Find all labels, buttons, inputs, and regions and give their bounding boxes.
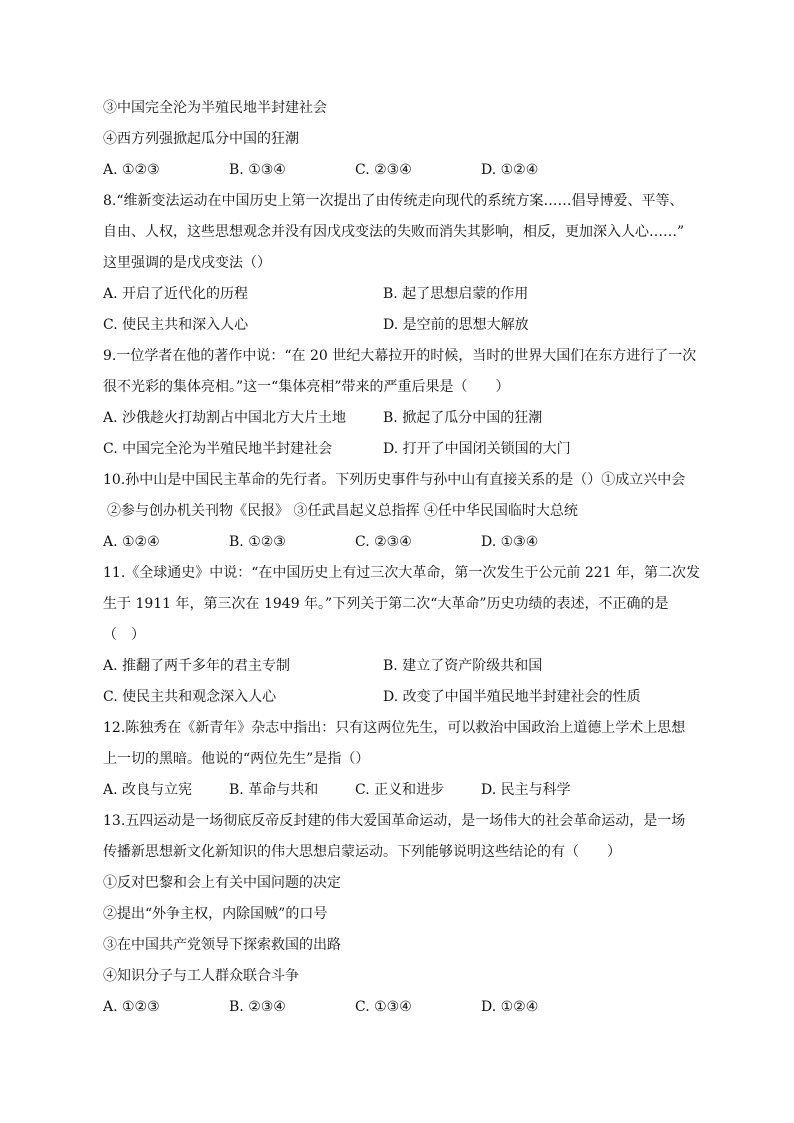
q9-stem-line-2: 很不光彩的集体亮相。”这一“集体亮相”带来的严重后果是（ ）: [103, 379, 510, 395]
q9-option-a[interactable]: A. 沙俄趁火打劫割占中国北方大片土地: [103, 410, 347, 426]
q10-options: [103, 527, 693, 558]
q9-option-b[interactable]: B. 掀起了瓜分中国的狂潮: [383, 410, 543, 426]
q10-option-c[interactable]: C. ②③④: [355, 534, 412, 550]
q13-item-4: ④知识分子与工人群众联合斗争: [103, 968, 299, 984]
q13-options: [103, 992, 693, 1023]
q13-item-2: ②提出“外争主权，内除国贼”的口号: [103, 906, 328, 922]
q11-stem-line-2: 生于 1911 年，第三次在 1949 年。”下列关于第二次“大革命”历史功绩的表述，不正确的是: [103, 596, 669, 612]
q12-option-d[interactable]: D. 民主与科学: [481, 782, 571, 798]
q10-option-a[interactable]: A. ①②④: [103, 534, 160, 550]
q13-item-3: ③在中国共产党领导下探索救国的出路: [103, 937, 341, 953]
q11-options-row-1: [103, 651, 693, 682]
q9-stem-line-1: 9.一位学者在他的著作中说：“在 20 世纪大幕拉开的时候，当时的世界大国们在东方进行了一次: [103, 348, 697, 364]
q13-item-1: ①反对巴黎和会上有关中国问题的决定: [103, 875, 341, 891]
q8-options-row-2: [103, 310, 693, 341]
q8-stem-line-3: 这里强调的是戊戌变法（）: [103, 255, 271, 271]
q7-item-3: ③中国完全沦为半殖民地半封建社会: [103, 100, 327, 116]
q11-options-row-2: [103, 682, 693, 713]
q7-options: [103, 155, 693, 186]
q12-option-b[interactable]: B. 革命与共和: [229, 782, 319, 798]
q13-option-d[interactable]: D. ①②④: [481, 999, 539, 1015]
q9-options-row-1: [103, 403, 693, 434]
q12-option-c[interactable]: C. 正义和进步: [355, 782, 445, 798]
q8-stem-line-1: 8.“维新变法运动在中国历史上第一次提出了由传统走向现代的系统方案……倡导博爱、平等、: [103, 193, 684, 209]
q9-options-row-2: [103, 434, 693, 465]
q13-stem-line-1: 13.五四运动是一场彻底反帝反封建的伟大爱国革命运动，是一场伟大的社会革命运动，是一场: [103, 813, 686, 829]
q7-option-b[interactable]: B. ①③④: [229, 162, 286, 178]
q9-option-d[interactable]: D. 打开了中国闭关锁国的大门: [383, 441, 571, 457]
q13-option-a[interactable]: A. ①②③: [103, 999, 160, 1015]
q11-stem-line-3: （ ）: [103, 627, 145, 643]
q11-option-d[interactable]: D. 改变了中国半殖民地半封建社会的性质: [383, 689, 641, 705]
q8-options-row-1: [103, 279, 693, 310]
question-content: [103, 93, 701, 1023]
q13-option-b[interactable]: B. ②③④: [229, 999, 286, 1015]
q13-stem-line-2: 传播新思想新文化新知识的伟大思想启蒙运动。下列能够说明这些结论的有（ ）: [103, 844, 621, 860]
q7-option-d[interactable]: D. ①②④: [481, 162, 539, 178]
q8-stem-line-2: 自由、人权，这些思想观念并没有因戊戌变法的失败而消失其影响，相反，更加深入人心……”: [103, 224, 685, 240]
q13-option-c[interactable]: C. ①③④: [355, 999, 412, 1015]
q11-stem-line-1: 11.《全球通史》中说：“在中国历史上有过三次大革命，第一次发生于公元前 221 年，第二次发: [103, 565, 701, 581]
q10-option-b[interactable]: B. ①②③: [229, 534, 286, 550]
q12-options: [103, 775, 693, 806]
q8-option-b[interactable]: B. 起了思想启蒙的作用: [383, 286, 529, 302]
q8-option-c[interactable]: C. 使民主共和深入人心: [103, 317, 249, 333]
q10-stem-line-1: 10.孙中山是中国民主革命的先行者。下列历史事件与孙中山有直接关系的是（）①成立兴中会: [103, 472, 686, 488]
q10-stem-line-2: ②参与创办机关刊物《民报》 ③任武昌起义总指挥 ④任中华民国临时大总统: [107, 503, 578, 519]
q7-item-4: ④西方列强掀起瓜分中国的狂潮: [103, 131, 299, 147]
q7-option-c[interactable]: C. ②③④: [355, 162, 412, 178]
q12-stem-line-1: 12.陈独秀在《新青年》杂志中指出：只有这两位先生，可以救治中国政治上道德上学术上思想: [103, 720, 686, 736]
q7-option-a[interactable]: A. ①②③: [103, 162, 160, 178]
q11-option-b[interactable]: B. 建立了资产阶级共和国: [383, 658, 543, 674]
q9-option-c[interactable]: C. 中国完全沦为半殖民地半封建社会: [103, 441, 333, 457]
q10-option-d[interactable]: D. ①③④: [481, 534, 539, 550]
q12-option-a[interactable]: A. 改良与立宪: [103, 782, 193, 798]
q8-option-a[interactable]: A. 开启了近代化的历程: [103, 286, 249, 302]
q8-option-d[interactable]: D. 是空前的思想大解放: [383, 317, 529, 333]
q11-option-a[interactable]: A. 推翻了两千多年的君主专制: [103, 658, 291, 674]
q11-option-c[interactable]: C. 使民主共和观念深入人心: [103, 689, 277, 705]
q12-stem-line-2: 上一切的黑暗。他说的“两位先生”是指（）: [103, 751, 370, 767]
